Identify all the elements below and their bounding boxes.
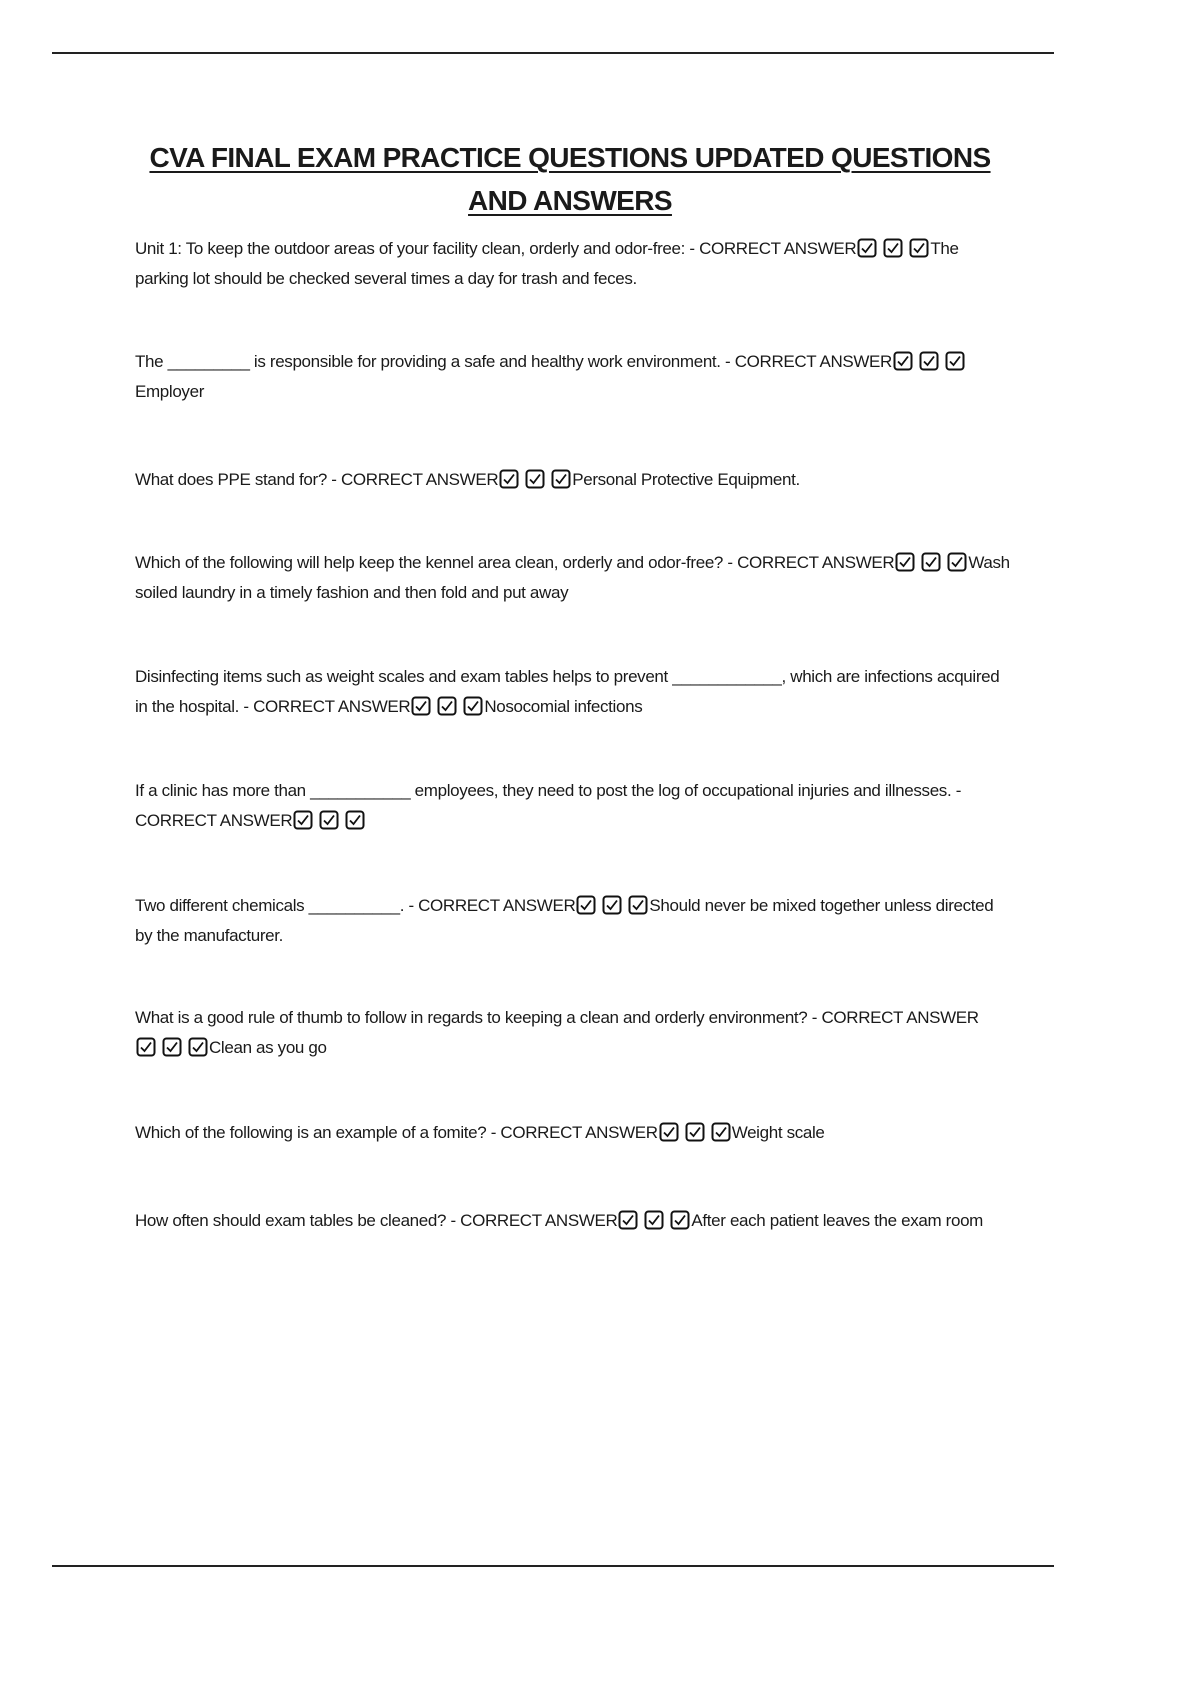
page-title	[120, 136, 1020, 222]
checkbox-checked-icon	[909, 238, 929, 258]
checkbox-checked-icon	[463, 696, 483, 716]
question-item	[135, 891, 1010, 951]
checkbox-checked-icon	[644, 1210, 664, 1230]
answer-text: Wash soiled laundry in a timely fashion and then fold and put away	[135, 553, 1010, 602]
answer-text: After each patient leaves the exam room	[691, 1211, 983, 1230]
checkbox-checked-icon	[895, 552, 915, 572]
bottom-rule	[52, 1565, 1054, 1567]
checkbox-checked-icon	[670, 1210, 690, 1230]
question-text: Unit 1: To keep the outdoor areas of your facility clean, orderly and odor-free:	[135, 239, 686, 258]
question-item	[135, 1003, 1010, 1063]
check-marks	[893, 351, 965, 371]
checkbox-checked-icon	[188, 1037, 208, 1057]
question-item	[135, 1206, 1010, 1236]
correct-answer-label: - CORRECT ANSWER	[404, 896, 576, 915]
answer-text: Personal Protective Equipment.	[572, 470, 800, 489]
question-item	[135, 347, 1010, 407]
answer-text: Nosocomial infections	[484, 697, 643, 716]
question-item	[135, 234, 1010, 294]
checkbox-checked-icon	[893, 351, 913, 371]
checkbox-checked-icon	[945, 351, 965, 371]
check-marks	[293, 810, 365, 830]
top-rule	[52, 52, 1054, 54]
correct-answer-label: - CORRECT ANSWER	[326, 470, 499, 489]
question-item	[135, 776, 1010, 836]
checkbox-checked-icon	[499, 469, 519, 489]
correct-answer-label: - CORRECT ANSWER	[135, 781, 962, 830]
question-text: What does PPE stand for?	[135, 470, 327, 489]
correct-answer-label: - CORRECT ANSWER	[486, 1123, 658, 1142]
checkbox-checked-icon	[618, 1210, 638, 1230]
answer-text: Weight scale	[731, 1123, 825, 1142]
checkbox-checked-icon	[293, 810, 313, 830]
correct-answer-label: - CORRECT ANSWER	[685, 239, 857, 258]
checkbox-checked-icon	[947, 552, 967, 572]
checkbox-checked-icon	[628, 895, 648, 915]
check-marks	[411, 696, 483, 716]
checkbox-checked-icon	[659, 1122, 679, 1142]
check-marks	[499, 469, 571, 489]
check-marks	[895, 552, 967, 572]
checkbox-checked-icon	[602, 895, 622, 915]
correct-answer-label: - CORRECT ANSWER	[723, 553, 895, 572]
checkbox-checked-icon	[551, 469, 571, 489]
checkbox-checked-icon	[345, 810, 365, 830]
checkbox-checked-icon	[437, 696, 457, 716]
checkbox-checked-icon	[857, 238, 877, 258]
check-marks	[576, 895, 648, 915]
question-text: The _________ is responsible for providing a safe and healthy work environment.	[135, 352, 721, 371]
checkbox-checked-icon	[162, 1037, 182, 1057]
answer-text: Should never be mixed together unless directed by the manufacturer.	[135, 896, 994, 945]
checkbox-checked-icon	[711, 1122, 731, 1142]
checkbox-checked-icon	[576, 895, 596, 915]
checkbox-checked-icon	[919, 351, 939, 371]
checkbox-checked-icon	[411, 696, 431, 716]
check-marks	[136, 1037, 208, 1057]
correct-answer-label: - CORRECT ANSWER	[446, 1211, 618, 1230]
question-text: If a clinic has more than ___________ employees, they need to post the log of occupational injuries and illnesses.	[135, 781, 952, 800]
answer-text: Employer	[135, 382, 205, 401]
answer-text: The parking lot should be checked several times a day for trash and feces.	[135, 239, 959, 288]
correct-answer-label: - CORRECT ANSWER	[720, 352, 892, 371]
checkbox-checked-icon	[525, 469, 545, 489]
checkbox-checked-icon	[319, 810, 339, 830]
correct-answer-label: - CORRECT ANSWER	[807, 1008, 979, 1027]
checkbox-checked-icon	[136, 1037, 156, 1057]
question-item	[135, 1118, 1010, 1148]
question-item	[135, 548, 1010, 608]
checkbox-checked-icon	[685, 1122, 705, 1142]
answer-text: Clean as you go	[209, 1038, 327, 1057]
check-marks	[659, 1122, 731, 1142]
question-text: What is a good rule of thumb to follow in regards to keeping a clean and orderly environment?	[135, 1008, 808, 1027]
question-text: Which of the following is an example of a fomite?	[135, 1123, 487, 1142]
question-text: Disinfecting items such as weight scales and exam tables helps to prevent ____________, which are infections acquired in the hospital.	[135, 667, 1000, 716]
question-item	[135, 662, 1010, 722]
question-text: How often should exam tables be cleaned?	[135, 1211, 447, 1230]
checkbox-checked-icon	[921, 552, 941, 572]
question-text: Which of the following will help keep the kennel area clean, orderly and odor-free?	[135, 553, 724, 572]
check-marks	[618, 1210, 690, 1230]
title-text: CVA FINAL EXAM PRACTICE QUESTIONS UPDATED QUESTIONS AND ANSWERS	[149, 142, 991, 216]
correct-answer-label: - CORRECT ANSWER	[239, 697, 411, 716]
question-text: Two different chemicals __________.	[135, 896, 405, 915]
question-item	[135, 465, 1010, 495]
checkbox-checked-icon	[883, 238, 903, 258]
check-marks	[857, 238, 929, 258]
